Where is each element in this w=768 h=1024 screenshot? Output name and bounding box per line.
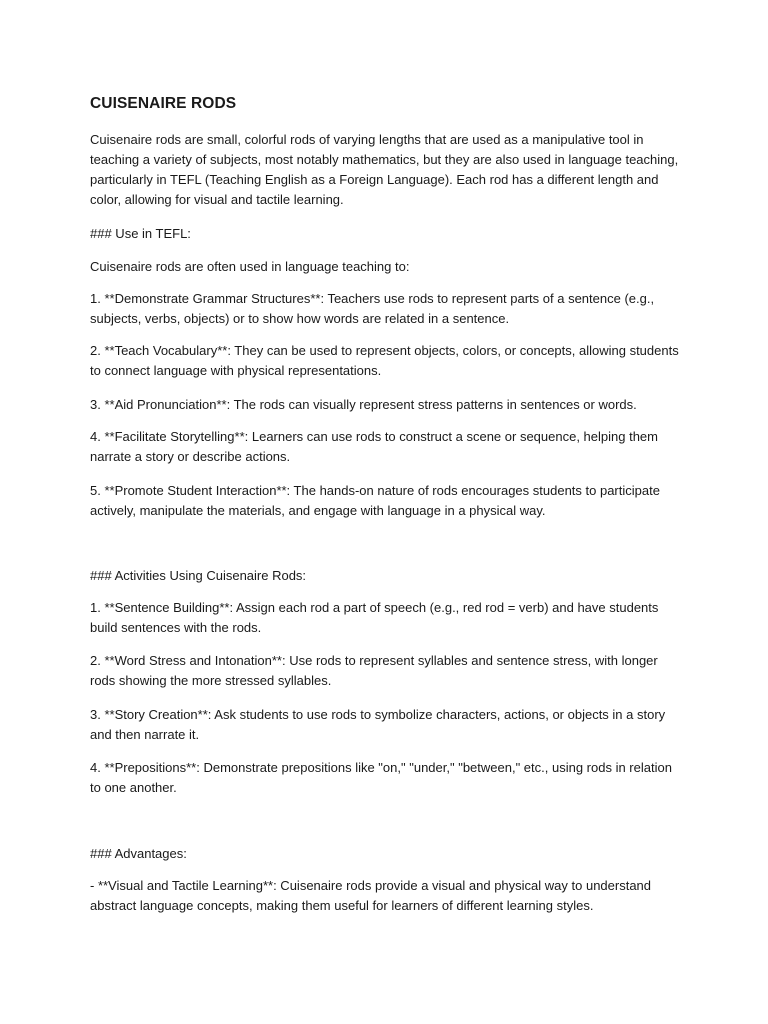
activity-item-4: 4. **Prepositions**: Demonstrate prepositions like "on," "under," "between," etc., using rods in relation to one another. [90, 760, 672, 795]
use-item-2: 2. **Teach Vocabulary**: They can be used to represent objects, colors, or concepts, allowing students to connect language with physical representations. [90, 343, 679, 378]
activity-item-2: 2. **Word Stress and Intonation**: Use rods to represent syllables and sentence stress, with longer rods showing the more stressed syllables. [90, 653, 658, 688]
activity-item-1: 1. **Sentence Building**: Assign each rod a part of speech (e.g., red rod = verb) and have students build sentences with the rods. [90, 600, 659, 635]
advantages-heading: ### Advantages: [90, 846, 187, 861]
use-item-1: 1. **Demonstrate Grammar Structures**: Teachers use rods to represent parts of a sentence (e.g., subjects, verbs, objects) or to show how words are related in a sentence. [90, 291, 655, 326]
use-item-4: 4. **Facilitate Storytelling**: Learners can use rods to construct a scene or sequence, helping them narrate a story or describe actions. [90, 429, 658, 464]
use-item-5: 5. **Promote Student Interaction**: The hands-on nature of rods encourages students to participate actively, manipulate the materials, and engage with language in a physical way. [90, 483, 660, 518]
activities-heading: ### Activities Using Cuisenaire Rods: [90, 568, 307, 583]
use-heading: ### Use in TEFL: [90, 226, 191, 241]
use-lead-paragraph: Cuisenaire rods are often used in language teaching to: [90, 259, 410, 274]
document-title: CUISENAIRE RODS [90, 95, 237, 112]
intro-paragraph: Cuisenaire rods are small, colorful rods of varying lengths that are used as a manipulative tool in teaching a variety of subjects, most notably mathematics, but they are also used in language teaching, particularly in TEFL (Teaching English as a Foreign Language). Each rod has a different length and color, allowing for visual and tactile learning. [90, 132, 679, 207]
advantage-item-1: - **Visual and Tactile Learning**: Cuisenaire rods provide a visual and physical way to understand abstract language concepts, making them useful for learners of different learning styles. [90, 878, 652, 913]
use-item-3: 3. **Aid Pronunciation**: The rods can visually represent stress patterns in sentences or words. [90, 397, 637, 412]
activity-item-3: 3. **Story Creation**: Ask students to use rods to symbolize characters, actions, or objects in a story and then narrate it. [90, 707, 666, 742]
